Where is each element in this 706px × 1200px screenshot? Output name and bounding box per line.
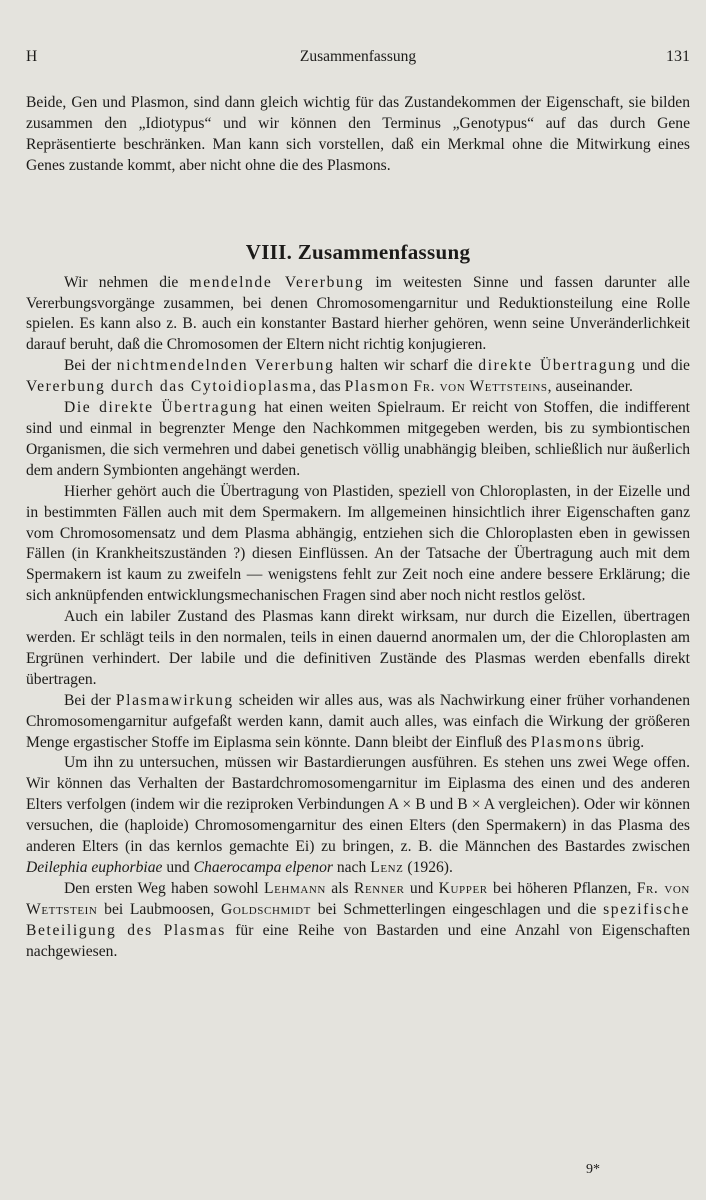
p8-spaced-term: spezifische Beteiligung des Plasmas bbox=[26, 900, 690, 939]
p1-text-b: im weitesten Sinne und fassen darunter alle Vererbungsvorgänge zusammen, bei denen Chromosomengarnitur und Reduktionsteilung eine Rolle spielen. Es kann also z. B. auch ein konstanter Bastard hierher gehören, wenn seine Unveränderlichkeit darauf beruht, daß die Chromosomen der Eltern nicht richtig konjugieren. bbox=[26, 273, 690, 354]
page-number: 131 bbox=[666, 48, 690, 65]
p7-text-b: und bbox=[166, 859, 190, 876]
p2-text-e: , auseinander. bbox=[547, 378, 633, 396]
p8-text-d: bei höheren Pflanzen, bbox=[493, 879, 632, 897]
paragraph-1 bbox=[26, 273, 690, 357]
paragraph-6 bbox=[26, 691, 690, 754]
p2-author: Fr. von Wettsteins bbox=[413, 378, 548, 396]
p8-text-g: für eine Reihe von Bastarden und eine Anzahl von Eigenschaften nachgewiesen. bbox=[26, 921, 690, 960]
p3-text-a: hat einen weiten Spielraum. Er reicht von Stoffen, die indifferent sind und einmal in begrenzter Menge den Nachkommen mitgegeben werden, bis zu symbiontischen Organismen, die sich vermehren und dabei genetisch völlig unabhängig bleiben, schließlich nur äußerlich dem andern Symbionten angehängt werden. bbox=[26, 399, 691, 479]
p7-author: Lenz bbox=[370, 859, 404, 876]
section-heading: VIII. Zusammenfassung bbox=[245, 239, 471, 264]
p7-text-d: (1926). bbox=[407, 859, 453, 876]
paragraph-4: Hierher gehört auch die Übertragung von Plastiden, speziell von Chloroplasten, in der Eizelle und in bestimmten Fällen auch mit dem Spermakern. Im allgemeinen hinsichtlich ihrer Eigenschaften ganz vom Chromosomensatz und dem Plasma abhängig, entziehen sich die Chloroplasten eben in gewissen Fällen (in Krankheitszuständen ?) diesen Einflüssen. An der Tatsache der Übertragung auch mit dem Spermakern ist kaum zu zweifeln — wenigstens fehlt zur Zeit noch eine andere bessere Erklärung; die sich anknüpfenden entwicklungsmechanischen Fragen sind aber noch nicht restlos gelöst. bbox=[26, 482, 690, 605]
p1-text-a: Wir nehmen die bbox=[64, 273, 179, 291]
running-title: Zusammenfassung bbox=[299, 48, 417, 65]
p8-text-e: bei Laubmoosen, bbox=[104, 900, 215, 918]
p7-text-c: nach bbox=[336, 859, 367, 876]
p8-author-2: Renner bbox=[353, 879, 405, 897]
p2-spaced-term-4: Plasmon bbox=[344, 378, 410, 396]
p8-author-1: Lehmann bbox=[263, 879, 326, 897]
p7-species-1: Deilephia euphorbiae bbox=[26, 859, 163, 876]
p3-spaced-term: Die direkte Übertragung bbox=[64, 399, 258, 417]
book-page bbox=[26, 48, 690, 963]
p8-author-4: Fr. von Wettstein bbox=[26, 879, 690, 918]
p6-text-b: scheiden wir alles aus, was als Nachwirkung einer früher vorhandenen Chromosomengarnitur aufgefaßt werden kann, damit auch alles, was einfach die Wirkung der größeren Menge ergastischer Stoffe im Eiplasma sein könnte. Dann bleibt der Einfluß des bbox=[26, 691, 691, 751]
paragraph-8 bbox=[26, 879, 690, 963]
p2-spaced-term-1: nichtmendelnden Vererbung bbox=[116, 357, 335, 375]
running-header bbox=[26, 48, 690, 72]
p2-spaced-term-2: direkte Übertragung bbox=[478, 357, 637, 375]
p2-text-a: Bei der bbox=[64, 357, 112, 375]
paragraph-5: Auch ein labiler Zustand des Plasmas kann direkt wirksam, nur durch die Eizellen, übertragen werden. Er schlägt teils in den normalen, teils in einen dauernd anormalen um, der die Chloroplasten am Ergrünen verhindert. Der labile und die definitiven Zustände des Plasmas werden ebenfalls direkt übertragen. bbox=[26, 608, 690, 688]
p7-species-2: Chaerocampa elpenor bbox=[193, 859, 333, 876]
p8-author-5: Goldschmidt bbox=[221, 900, 311, 918]
section-letter: H bbox=[26, 48, 38, 65]
p2-text-d: , das bbox=[312, 378, 341, 396]
paragraph-2 bbox=[26, 356, 690, 398]
p6-spaced-term-1: Plasmawirkung bbox=[115, 691, 234, 709]
p7-text-a: Um ihn zu untersuchen, müssen wir Bastardierungen ausführen. Es stehen uns zwei Wege offen. Wir können das Verhalten der Bastardchromosomengarnitur im Eiplasma des einen und des anderen Elters verfolgen (indem wir die reziproken Verbindungen A × B und B × A vergleichen). Oder wir können versuchen, die (haploide) Chromosomengarnitur des einen Elters (den Spermakern) in das Plasma des anderen Elters (in das kernlos gemachte Ei) zu bringen, z. B. die Männchen des Bastardes zwischen bbox=[26, 754, 690, 856]
p6-text-a: Bei der bbox=[64, 691, 111, 709]
p2-spaced-term-3: Vererbung durch das Cytoidioplasma bbox=[26, 378, 313, 396]
p6-text-c: übrig. bbox=[607, 733, 645, 751]
p8-text-f: bei Schmetterlingen eingeschlagen und die bbox=[317, 900, 597, 918]
p1-spaced-term: mendelnde Vererbung bbox=[189, 273, 365, 291]
p8-text-c: und bbox=[409, 879, 434, 897]
p6-spaced-term-2: Plasmons bbox=[530, 733, 604, 751]
paragraph-7 bbox=[26, 753, 690, 878]
p2-text-c: und die bbox=[641, 357, 690, 375]
p8-author-3: Kupper bbox=[438, 879, 488, 897]
p8-text-b: als bbox=[331, 879, 349, 897]
paragraph-3 bbox=[26, 398, 690, 482]
p8-text-a: Den ersten Weg haben sowohl bbox=[64, 879, 259, 897]
intro-paragraph: Beide, Gen und Plasmon, sind dann gleich wichtig für das Zustandekommen der Eigenschaft, sie bilden zusammen den „Idiotypus“ und wir können den Terminus „Genotypus“ auf das durch Gene Repräsentierte beschränken. Man kann sich vorstellen, daß ein Merkmal ohne die Mitwirkung eines Genes zustande kommt, aber nicht ohne die des Plasmons. bbox=[26, 94, 690, 174]
signature-mark: 9* bbox=[586, 1162, 600, 1177]
p2-text-b: halten wir scharf die bbox=[339, 357, 473, 375]
